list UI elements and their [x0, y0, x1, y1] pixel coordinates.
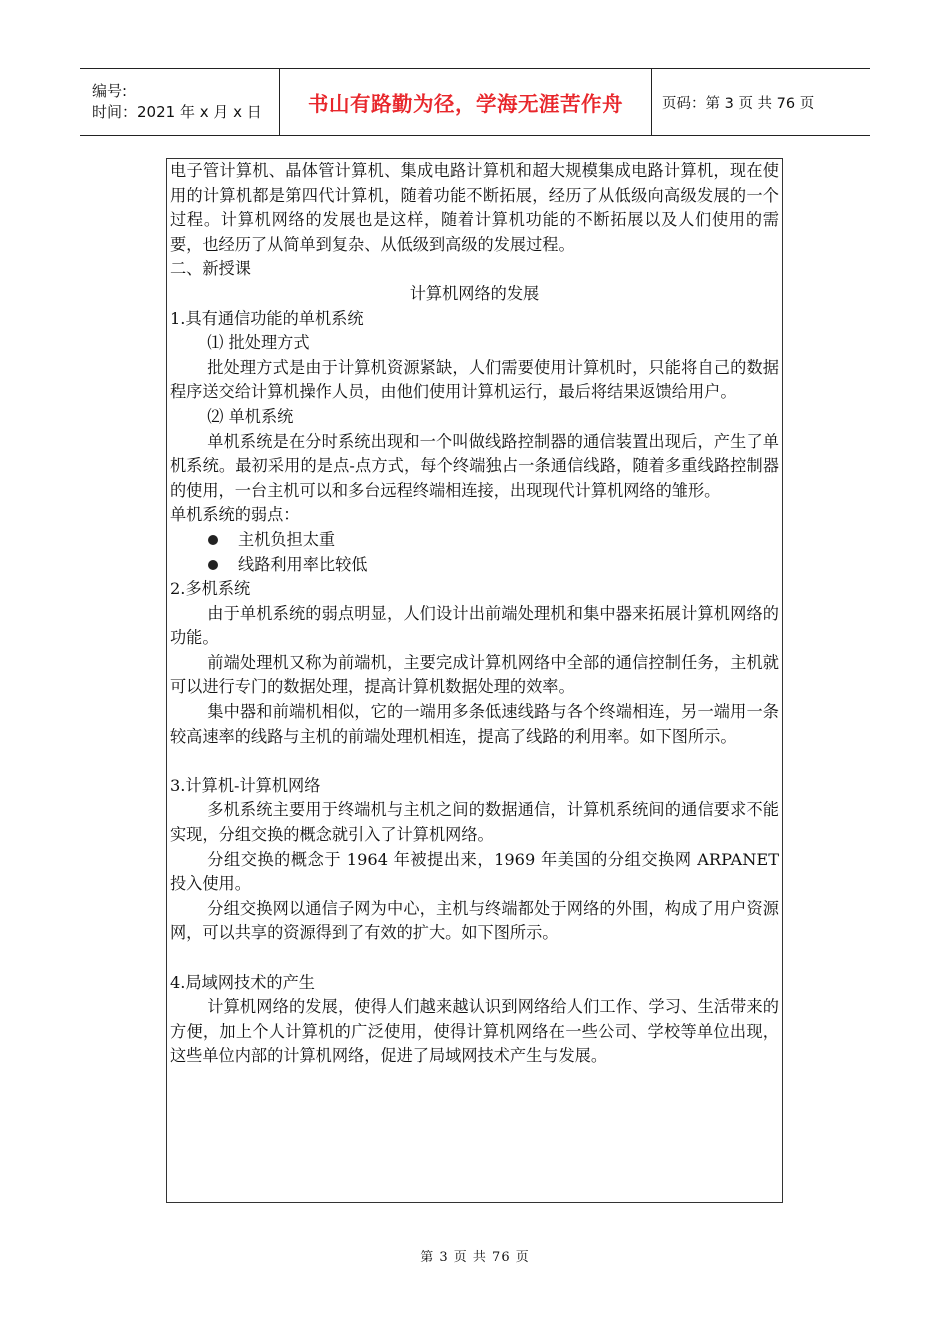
section-1-paragraph-1: 批处理方式是由于计算机资源紧缺，人们需要使用计算机时，只能将自己的数据程序送交给计算机操作人员，由他们使用计算机运行，最后将结果返馈给用户。	[170, 357, 779, 402]
lesson-content	[166, 158, 783, 1203]
weakness-text: 线路利用率比较低	[238, 554, 368, 574]
section-3-paragraph-2: 分组交换的概念于 1964 年被提出来，1969 年美国的分组交换网 ARPANET 投入使用。	[170, 849, 779, 894]
section-1-paragraph-2: 单机系统是在分时系统出现和一个叫做线路控制器的通信装置出现后，产生了单机系统。最初采用的是点-点方式，每个终端独占一条通信线路，随着多重线路控制器的使用，一台主机可以和多台远程终端相连接，出现现代计算机网络的雏形。	[170, 431, 779, 500]
section-1-sub-1: ⑴ 批处理方式	[207, 333, 310, 353]
section-3-heading: 3.计算机-计算机网络	[170, 775, 321, 795]
header-motto-cell	[280, 69, 652, 135]
section-1-heading: 1.具有通信功能的单机系统	[170, 308, 364, 328]
section-2-heading: 2.多机系统	[170, 579, 251, 599]
section-3-paragraph-1: 多机系统主要用于终端机与主机之间的数据通信，计算机系统间的通信要求不能实现，分组交换的概念就引入了计算机网络。	[170, 800, 779, 845]
header-page-info	[652, 69, 870, 135]
spacer	[170, 946, 779, 971]
weakness-label: 单机系统的弱点：	[170, 505, 300, 525]
page-header	[80, 68, 870, 136]
section-2-paragraph-3: 集中器和前端机相似，它的一端用多条低速线路与各个终端相连，另一端用一条较高速率的线路与主机的前端处理机相连，提高了线路的利用率。如下图所示。	[170, 702, 779, 746]
section-2-paragraph-1: 由于单机系统的弱点明显，人们设计出前端处理机和集中器来拓展计算机网络的功能。	[170, 603, 779, 648]
section-4-heading: 4.局域网技术的产生	[170, 972, 315, 992]
bullet-dot-icon	[208, 535, 218, 545]
section-2-paragraph-2: 前端处理机又称为前端机，主要完成计算机网络中全部的通信控制任务，主机就可以进行专门的数据处理，提高计算机数据处理的效率。	[170, 652, 779, 697]
motto-text: 书山有路勤为径，学海无涯苦作舟	[308, 92, 623, 116]
weakness-text: 主机负担太重	[238, 529, 336, 549]
intro-paragraph: 电子管计算机、晶体管计算机、集成电路计算机和超大规模集成电路计算机，现在使用的计算机都是第四代计算机，随着功能不断拓展，经历了从低级向高级发展的一个过程。计算机网络的发展也是这样，随着计算机功能的不断拓展以及人们使用的需要，也经历了从简单到复杂、从低级到高级的发展过程。	[170, 161, 779, 254]
spacer	[170, 749, 779, 774]
topic-title: 计算机网络的发展	[409, 283, 540, 303]
weakness-item	[170, 528, 779, 553]
page-info-text: 页码：第 3 页 共 76 页	[662, 95, 815, 112]
section-heading: 二、新授课	[170, 259, 251, 279]
section-1-sub-2: ⑵ 单机系统	[207, 406, 294, 426]
document-number-label: 编号:	[92, 82, 128, 100]
document-time: 时间：2021 年 x 月 x 日	[92, 103, 262, 121]
section-4-paragraph-1: 计算机网络的发展，使得人们越来越认识到网络给人们工作、学习、生活带来的方便，加上个人计算机的广泛使用，使得计算机网络在一些公司、学校等单位出现，这些单位内部的计算机网络，促进了局域网技术产生与发展。	[170, 997, 779, 1066]
page-footer: 第 3 页 共 76 页	[420, 1250, 530, 1265]
section-3-paragraph-3: 分组交换网以通信子网为中心，主机与终端都处于网络的外围，构成了用户资源网，可以共享的资源得到了有效的扩大。如下图所示。	[170, 898, 779, 943]
header-meta	[80, 69, 280, 135]
weakness-item	[170, 553, 779, 578]
bullet-dot-icon	[208, 560, 218, 570]
